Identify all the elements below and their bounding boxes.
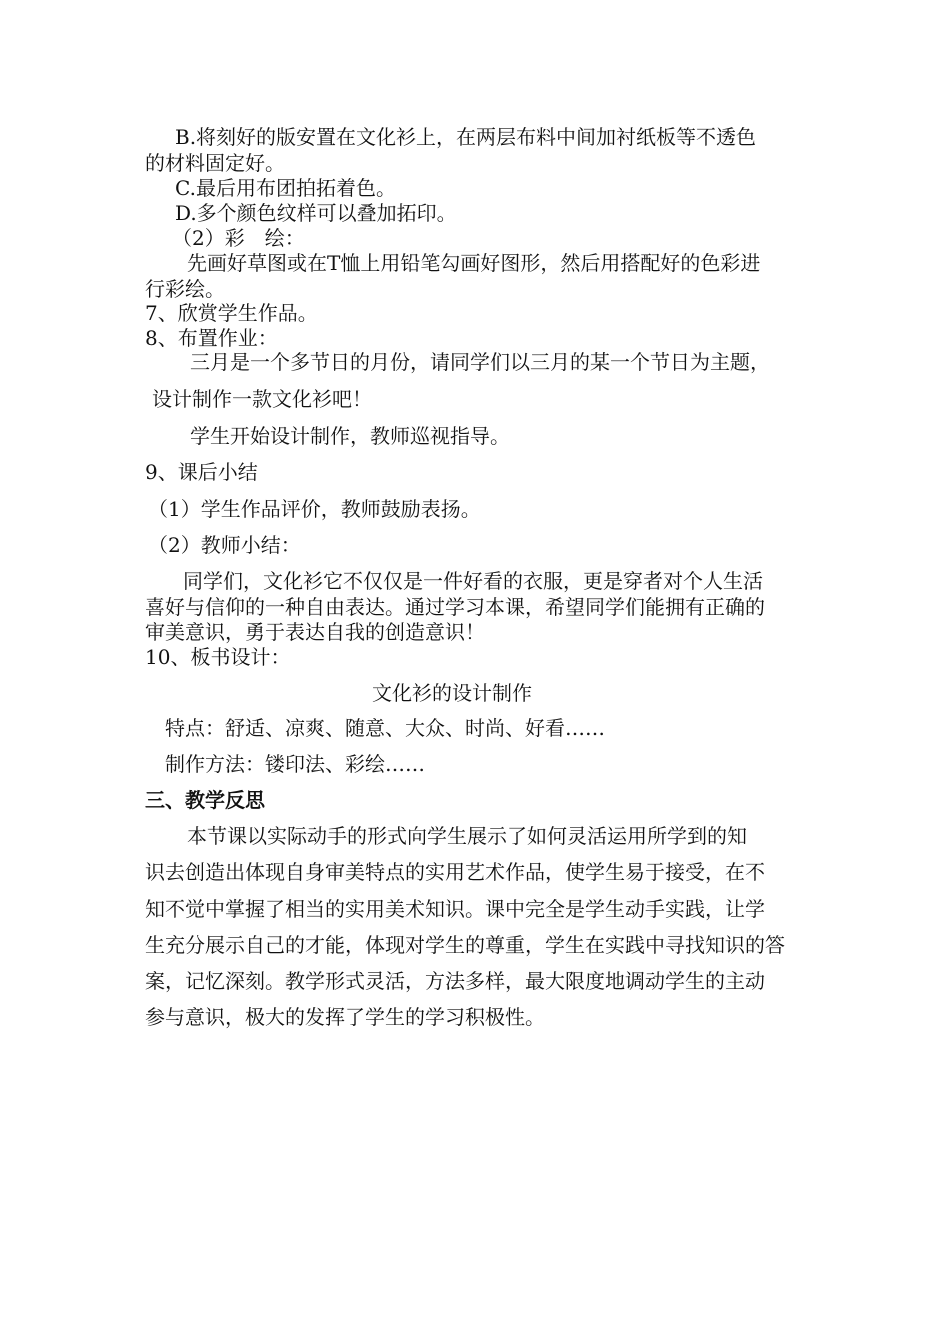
section-10-heading: 10、板书设计： [145, 645, 291, 669]
painting-text-line-1: 先画好草图或在T恤上用铅笔勾画好图形，然后用搭配好的色彩进 [187, 251, 761, 275]
step-c-line: C.最后用布团拍拓着色。 [175, 176, 396, 200]
teacher-summary-line-3: 审美意识，勇于表达自我的创造意识！ [145, 620, 485, 644]
reflection-line-5: 案，记忆深刻。教学形式灵活，方法多样，最大限度地调动学生的主动 [145, 969, 765, 993]
step-d-line: D.多个颜色纹样可以叠加拓印。 [175, 201, 457, 225]
section-7-heading: 7、欣赏学生作品。 [145, 301, 318, 325]
homework-line-2: 设计制作一款文化衫吧！ [152, 387, 372, 411]
board-methods: 制作方法：镂印法、彩绘…… [165, 752, 425, 776]
reflection-line-4: 生充分展示自己的才能，体现对学生的尊重，学生在实践中寻找知识的答 [145, 933, 785, 957]
section-8-heading: 8、布置作业： [145, 326, 278, 350]
step-b-line-1: B.将刻好的版安置在文化衫上，在两层布料中间加衬纸板等不透色 [175, 125, 757, 149]
reflection-line-1: 本节课以实际动手的形式向学生展示了如何灵活运用所学到的知 [187, 824, 747, 848]
summary-item-1: （1）学生作品评价，教师鼓励表扬。 [148, 497, 481, 521]
painting-text-line-2: 行彩绘。 [145, 277, 225, 301]
painting-heading: （2）彩 绘： [172, 226, 305, 250]
section-9-heading: 9、课后小结 [145, 460, 258, 484]
board-features: 特点：舒适、凉爽、随意、大众、时尚、好看…… [165, 716, 605, 740]
reflection-line-6: 参与意识，极大的发挥了学生的学习积极性。 [145, 1005, 545, 1029]
student-work-line: 学生开始设计制作，教师巡视指导。 [190, 424, 510, 448]
homework-line-1: 三月是一个多节日的月份，请同学们以三月的某一个节日为主题， [190, 350, 770, 374]
summary-item-2: （2）教师小结： [148, 533, 301, 557]
section-3-heading: 三、教学反思 [145, 788, 265, 812]
reflection-line-3: 知不觉中掌握了相当的实用美术知识。课中完全是学生动手实践，让学 [145, 897, 765, 921]
reflection-line-2: 识去创造出体现自身审美特点的实用艺术作品，使学生易于接受，在不 [145, 860, 765, 884]
teacher-summary-line-1: 同学们，文化衫它不仅仅是一件好看的衣服，更是穿者对个人生活 [183, 569, 763, 593]
step-b-line-2: 的材料固定好。 [145, 151, 285, 175]
teacher-summary-line-2: 喜好与信仰的一种自由表达。通过学习本课，希望同学们能拥有正确的 [145, 595, 765, 619]
board-title: 文化衫的设计制作 [372, 681, 532, 705]
